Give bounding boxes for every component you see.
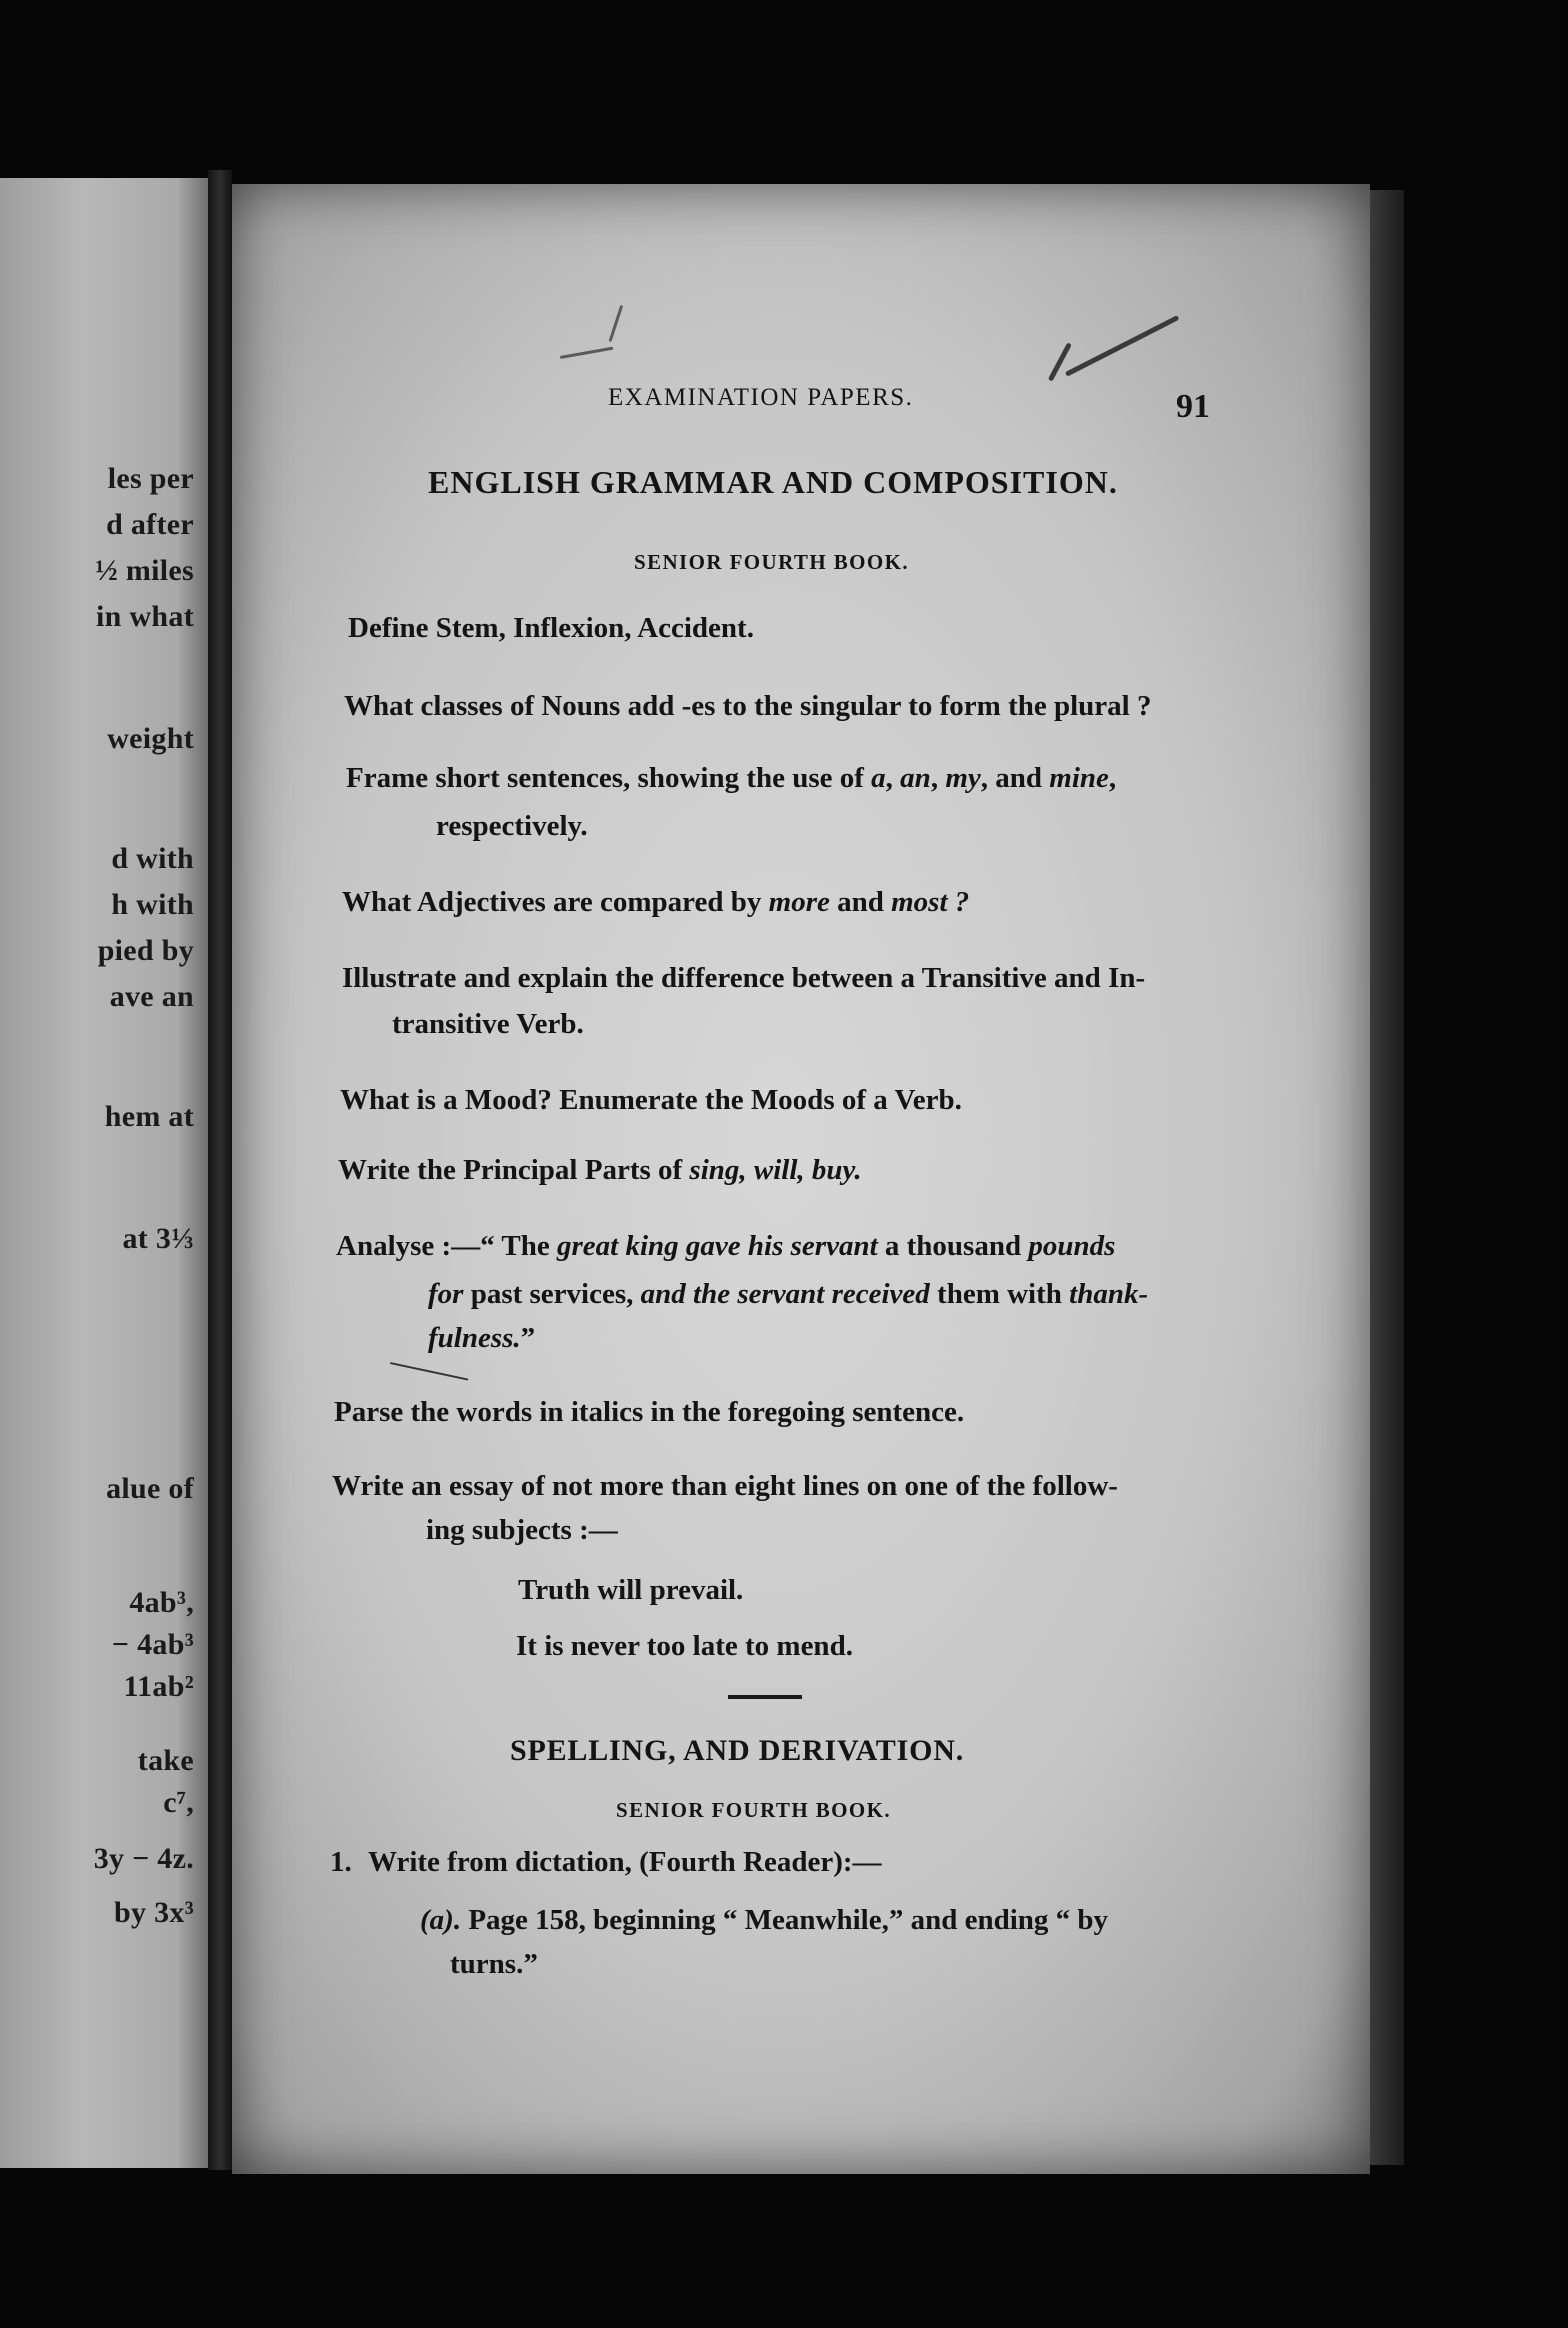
previous-page-line: ave an — [109, 980, 194, 1013]
previous-page-line: at 3⅓ — [122, 1222, 194, 1255]
previous-page-fragment — [0, 178, 208, 2168]
previous-page-line: in what — [96, 600, 194, 633]
previous-page-line: pied by — [97, 934, 194, 967]
question-9: Parse the words in italics in the foregoing sentence. — [334, 1396, 965, 1428]
spelling-question-number: 1. — [330, 1846, 352, 1878]
spelling-question-1a-line-1: (a). Page 158, beginning “ Meanwhile,” and ending “ by — [420, 1904, 1109, 1936]
running-head: EXAMINATION PAPERS. — [608, 384, 914, 411]
question-2: What classes of Nouns add -es to the singular to form the plural ? — [344, 690, 1152, 722]
question-8-line-2: for past services, and the servant received them with thank- — [428, 1278, 1149, 1310]
previous-page-line: hem at — [104, 1100, 194, 1133]
spelling-question-1a-line-2: turns.” — [450, 1948, 538, 1980]
previous-page-line: − 4ab³ — [111, 1628, 194, 1661]
previous-page-line: 11ab² — [123, 1670, 194, 1703]
previous-page-line: c⁷, — [163, 1786, 194, 1819]
previous-page-line: by 3x³ — [114, 1896, 194, 1929]
essay-subject-2: It is never too late to mend. — [516, 1630, 853, 1662]
previous-page-line: weight — [107, 722, 194, 755]
question-5-line-1: Illustrate and explain the difference between a Transitive and In- — [342, 962, 1146, 994]
section-title-grammar: ENGLISH GRAMMAR AND COMPOSITION. — [428, 464, 1118, 500]
previous-page-line: d with — [111, 842, 194, 875]
previous-page-line: h with — [111, 888, 194, 921]
page-edge-shadow — [1370, 190, 1404, 2165]
previous-page-line: ½ miles — [95, 554, 194, 587]
question-10-line-2: ing subjects :— — [426, 1514, 618, 1546]
section-title-spelling: SPELLING, AND DERIVATION. — [510, 1734, 964, 1767]
question-4: What Adjectives are compared by more and most ? — [342, 886, 970, 918]
question-8-line-3: fulness.” — [428, 1322, 536, 1354]
previous-page-line: les per — [107, 462, 194, 495]
question-6: What is a Mood? Enumerate the Moods of a Verb. — [340, 1084, 962, 1116]
previous-page-line: d after — [106, 508, 194, 541]
page-number: 91 — [1176, 388, 1210, 425]
section-subtitle-spelling: SENIOR FOURTH BOOK. — [616, 1798, 891, 1822]
question-1: Define Stem, Inflexion, Accident. — [348, 612, 754, 644]
question-3-line-2: respectively. — [436, 810, 588, 842]
question-7: Write the Principal Parts of sing, will, buy. — [338, 1154, 862, 1186]
book-gutter — [208, 170, 232, 2170]
section-divider — [728, 1695, 802, 1699]
previous-page-line: 3y − 4z. — [93, 1842, 194, 1875]
spelling-question-1: Write from dictation, (Fourth Reader):— — [368, 1846, 882, 1878]
question-3-line-1: Frame short sentences, showing the use of a, an, my, and mine, — [346, 762, 1117, 794]
question-8-line-1: Analyse :—“ The great king gave his servant a thousand pounds — [336, 1230, 1116, 1262]
previous-page-line: take — [137, 1744, 194, 1777]
previous-page-line: alue of — [106, 1472, 194, 1505]
question-10-line-1: Write an essay of not more than eight lines on one of the follow- — [332, 1470, 1118, 1502]
question-5-line-2: transitive Verb. — [392, 1008, 584, 1040]
essay-subject-1: Truth will prevail. — [518, 1574, 744, 1606]
previous-page-line: 4ab³, — [129, 1586, 194, 1619]
section-subtitle-grammar: SENIOR FOURTH BOOK. — [634, 550, 909, 574]
